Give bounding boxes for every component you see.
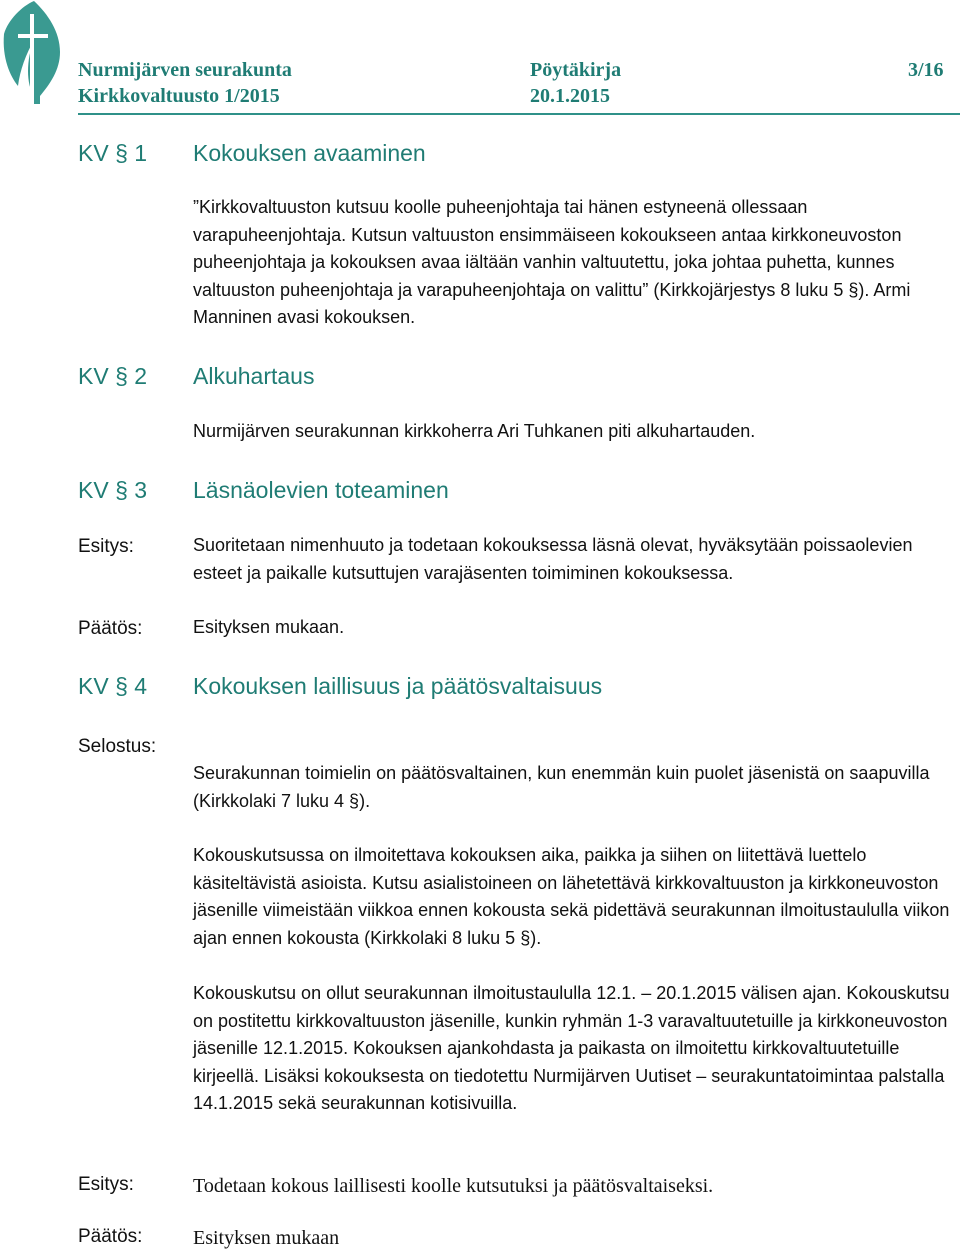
meeting-name: Kirkkovaltuusto 1/2015 xyxy=(78,85,280,107)
section-number: KV § 1 xyxy=(78,140,148,166)
explanation-paragraph: Seurakunnan toimielin on päätösvaltainen, kun enemmän kuin puolet jäsenistä on saapuvilla (Kirkkolaki 7 luku 4 §). xyxy=(193,763,930,811)
page-number: 3/16 xyxy=(908,59,944,81)
document-type: Pöytäkirja xyxy=(530,59,622,81)
section-paragraph: Nurmijärven seurakunnan kirkkoherra Ari Tuhkanen piti alkuhartauden. xyxy=(193,421,756,441)
explanation-label: Selostus: xyxy=(78,736,157,757)
org-name: Nurmijärven seurakunta xyxy=(78,59,292,81)
section-title: Kokouksen avaaminen xyxy=(193,140,426,166)
proposal-label: Esitys: xyxy=(78,1174,134,1195)
section-number: KV § 4 xyxy=(78,673,148,699)
section-title: Alkuhartaus xyxy=(193,363,315,389)
proposal-label: Esitys: xyxy=(78,536,134,557)
section-number: KV § 3 xyxy=(78,477,148,503)
header-divider xyxy=(78,113,960,115)
explanation-paragraph: Kokouskutsu on ollut seurakunnan ilmoitustaululla 12.1. – 20.1.2015 välisen ajan. Kokouskutsu on postitettu kirkkovaltuuston jäsenille, kunkin ryhmän 1-3 varavaltuutetuille ja kirkkoneuvoston jäsenille 12.1.2015. Kokouksen ajankohdasta ja paikasta on ilmoitettu kirkkovaltuutetuille kirjeellä. Lisäksi kokouksesta on tiedotettu Nurmijärven Uutiset – seurakuntatoimintaa palstalla 14.1.2015 sekä seurakunnan kotisivuilla. xyxy=(193,983,950,1113)
proposal-text: Todetaan kokous laillisesti koolle kutsutuksi ja päätösvaltaiseksi. xyxy=(193,1175,714,1197)
decision-label: Päätös: xyxy=(78,1226,143,1247)
section-paragraph: ”Kirkkovaltuuston kutsuu koolle puheenjohtaja tai hänen estyneenä ollessaan varapuheenjohtaja. Kutsun valtuuston ensimmäiseen kokoukseen antaa kirkkoneuvoston puheenjohtaja ja kokouksen avaa iältään vanhin valtuutettu, joka johtaa puhetta, kunnes valtuuston puheenjohtaja ja varapuheenjohtaja on valittu” (Kirkkojärjestys 8 luku 5 §). Armi Manninen avasi kokouksen. xyxy=(193,197,911,327)
section-number: KV § 2 xyxy=(78,363,148,389)
proposal-text: Suoritetaan nimenhuuto ja todetaan kokouksessa läsnä olevat, hyväksytään poissaolevien esteet ja paikalle kutsuttujen varajäsenten toimiminen kokouksessa. xyxy=(193,535,913,583)
decision-text: Esityksen mukaan. xyxy=(193,617,345,637)
section-title: Läsnäolevien toteaminen xyxy=(193,477,449,503)
decision-label: Päätös: xyxy=(78,618,143,639)
meeting-date: 20.1.2015 xyxy=(530,85,610,107)
decision-text: Esityksen mukaan xyxy=(193,1227,340,1249)
section-title: Kokouksen laillisuus ja päätösvaltaisuus xyxy=(193,673,603,699)
church-logo xyxy=(0,0,62,104)
explanation-paragraph: Kokouskutsussa on ilmoitettava kokouksen aika, paikka ja siihen on liitettävä luettelo käsiteltävistä asioista. Kutsu asialistoineen on lähetettävä kirkkovaltuuston ja kirkkoneuvoston jäsenille viimeistään viikkoa ennen kokousta sekä pidettävä seurakunnan ilmoitustaululla viikon ajan ennen kokousta (Kirkkolaki 8 luku 5 §). xyxy=(193,845,950,948)
